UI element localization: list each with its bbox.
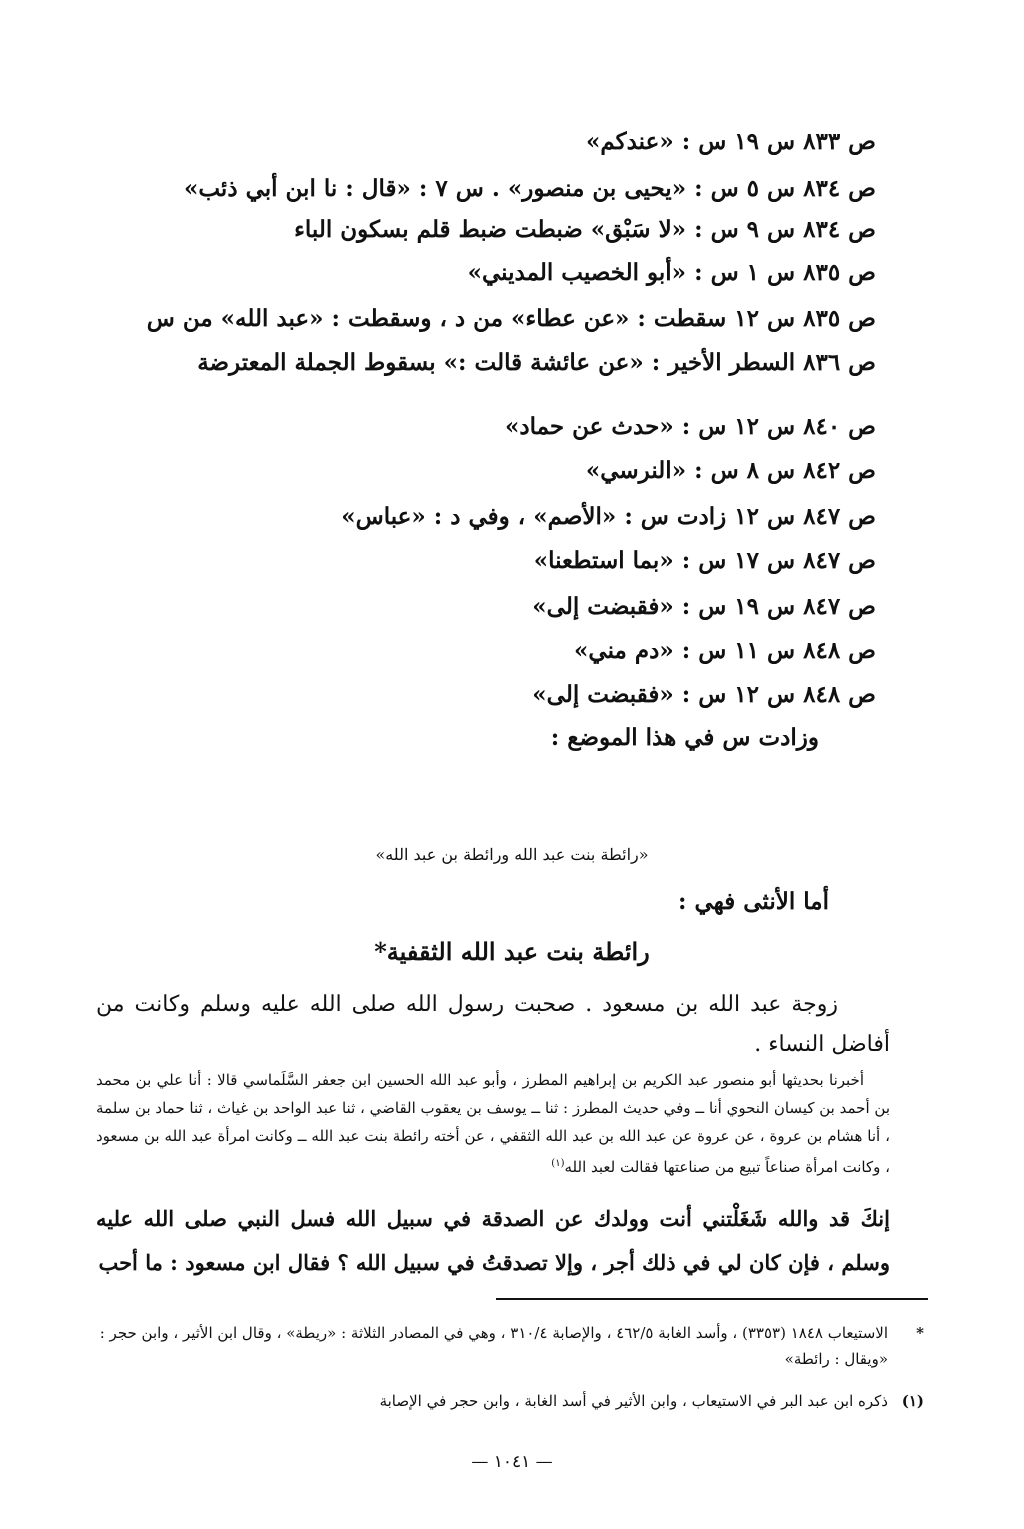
footnote-marker: * xyxy=(916,1324,924,1342)
footnote-marker: (١) xyxy=(901,1392,924,1410)
biography-paragraph: زوجة عبد الله بن مسعود . صحبت رسول الله صلى الله عليه وسلم وكانت من أفاضل النساء . xyxy=(96,992,890,1057)
isnad-text: أخبرنا بحديثها أبو منصور عبد الكريم بن إبراهيم المطرز ، وأبو عبد الله الحسين ابن جعفر السَّلَماسي قالا : أنا علي بن محمد بن أحمد بن كيسان النحوي أنا ــ وفي حديث المطرز : ثنا ــ يوسف بن يعقوب القاضي ، ثنا عبد الواحد بن غياث ، ثنا حماد بن سلمة ، أنا هشام بن عروة ، عن عروة عن عبد الله بن عبد الله الثقفي ، عن أخته رائطة بنت عبد الله ــ وكانت امرأة عبد الله بن مسعود ، وكانت امرأة صناعاً تبيع من صناعتها فقالت لعبد الله xyxy=(96,1071,890,1176)
correction-line: ص ٨٤٨ س ١١ س : «دم مني» xyxy=(574,637,876,664)
page-number: — ١٠٤١ — xyxy=(471,1452,553,1472)
correction-line: ص ٨٣٦ السطر الأخير : «عن عائشة قالت :» بسقوط الجملة المعترضة xyxy=(197,349,876,376)
correction-line: ص ٨٤٨ س ١٢ س : «فقبضت إلى» xyxy=(532,681,876,708)
footnote-reference: (١) xyxy=(551,1158,565,1169)
section-subheading: «رائطة بنت عبد الله ورائطة بن عبد الله» xyxy=(375,845,649,864)
footnote-divider xyxy=(496,1298,928,1300)
correction-line: ص ٨٣٤ س ٥ س : «يحيى بن منصور» . س ٧ : «قال : نا ابن أبي ذئب» xyxy=(183,175,876,202)
intro-line: أما الأنثى فهي : xyxy=(677,888,829,915)
hadith-text: إنكَ قد والله شَغَلْتني أنت وولدك عن الصدقة في سبيل الله فسل النبي صلى الله عليه وسلم ، فإن كان لي في ذلك أجر ، وإلا تصدقتُ في سبيل الله ؟ فقال ابن مسعود : ما أحب xyxy=(96,1206,890,1275)
footnote-text: ذكره ابن عبد البر في الاستيعاب ، وابن الأثير في أسد الغابة ، وابن حجر في الإصابة xyxy=(379,1392,888,1410)
correction-line: ص ٨٤٧ س ١٩ س : «فقبضت إلى» xyxy=(532,593,876,620)
footnote xyxy=(96,1388,924,1414)
footnote-text: الاستيعاب ١٨٤٨ (٣٣٥٣) ، وأسد الغابة ٤٦٢/٥ ، والإصابة ٣١٠/٤ ، وهي في المصادر الثلاثة : «ريطة» ، وقال ابن الأثير ، وابن حجر : «ويقال : رائطة» xyxy=(99,1324,888,1368)
correction-line: وزادت س في هذا الموضع : xyxy=(550,724,819,751)
correction-line: ص ٨٣٥ س ١ س : «أبو الخصيب المديني» xyxy=(467,259,876,286)
correction-line: ص ٨٣٣ س ١٩ س : «عندكم» xyxy=(585,128,876,155)
entry-heading: رائطة بنت عبد الله الثقفية* xyxy=(374,937,650,966)
correction-line: ص ٨٣٥ س ١٢ سقطت : «عن عطاء» من د ، وسقطت : «عبد الله» من س xyxy=(146,305,876,332)
correction-line: ص ٨٤٧ س ١٢ زادت س : «الأصم» ، وفي د : «عباس» xyxy=(341,503,876,530)
correction-line: ص ٨٣٤ س ٩ س : «لا سَبْق» ضبطت ضبط قلم بسكون الباء xyxy=(294,216,876,243)
footnote xyxy=(96,1320,924,1372)
correction-line: ص ٨٤٧ س ١٧ س : «بما استطعنا» xyxy=(533,547,876,574)
isnad-paragraph xyxy=(96,1066,890,1181)
correction-line: ص ٨٤٢ س ٨ س : «النرسي» xyxy=(585,457,876,484)
correction-line: ص ٨٤٠ س ١٢ س : «حدث عن حماد» xyxy=(505,413,876,440)
